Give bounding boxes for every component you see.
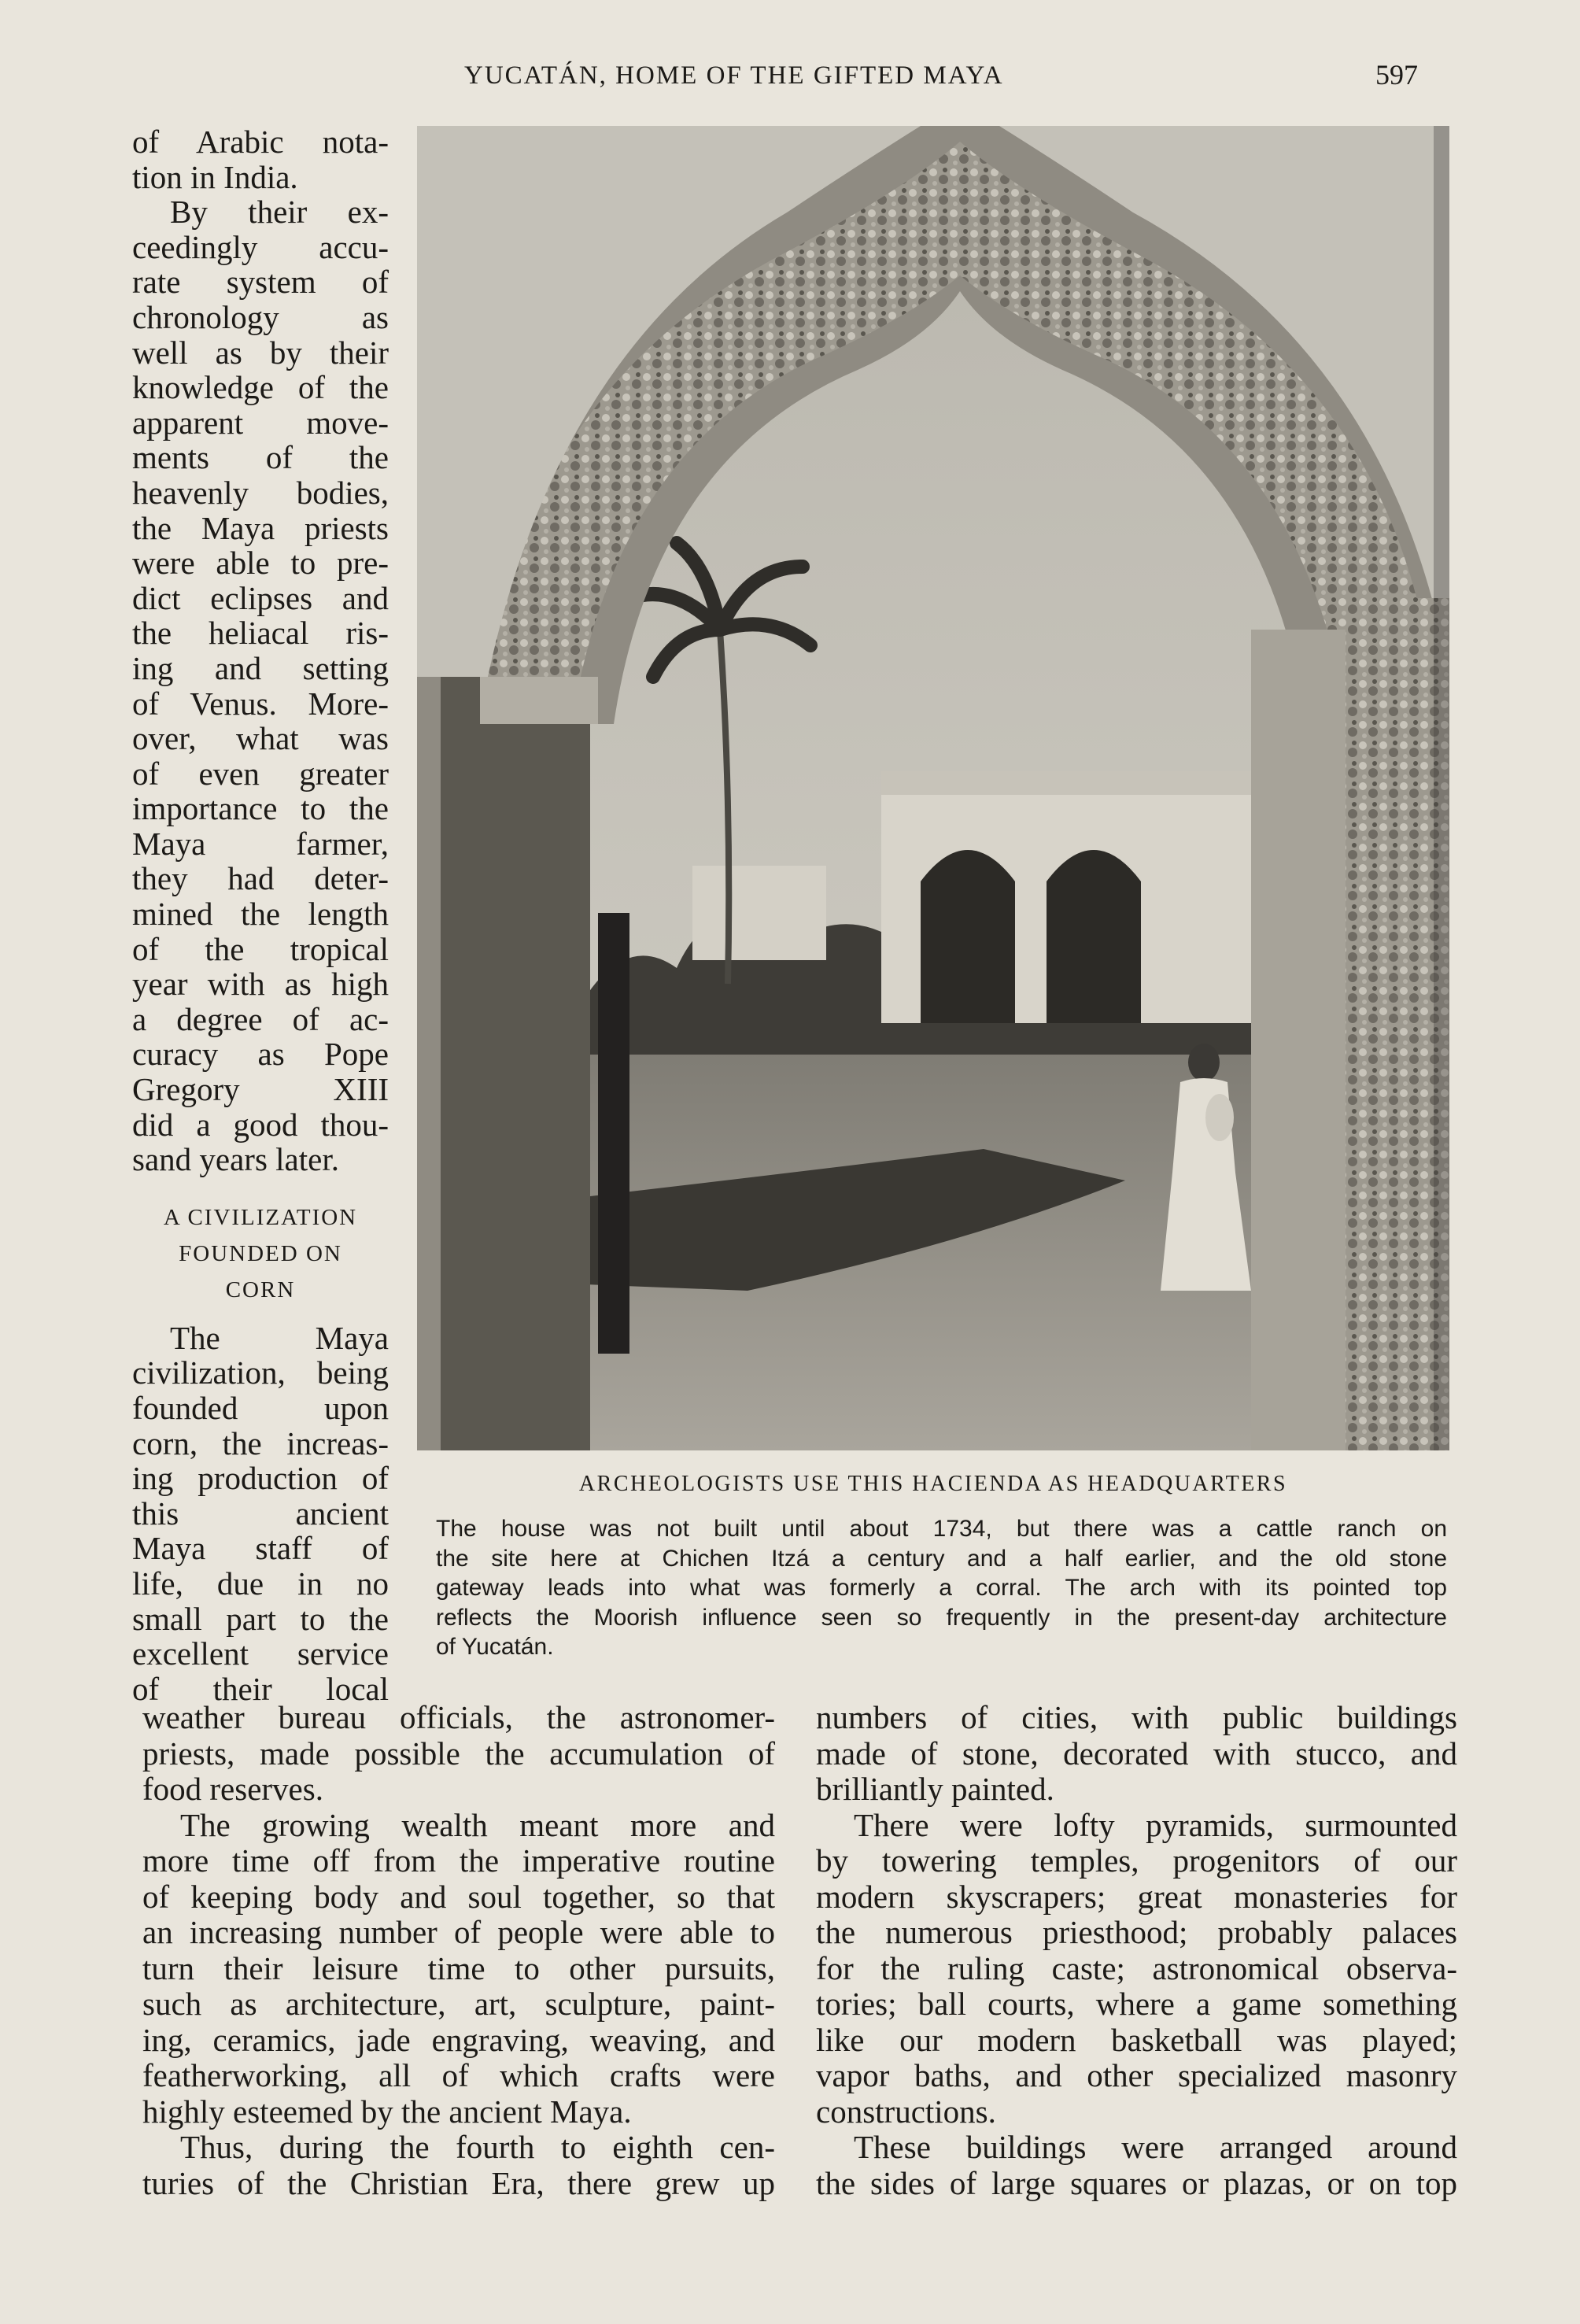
text-line: modern skyscrapers; great monasteries for: [816, 1878, 1457, 1915]
text-line: chronology as: [132, 298, 389, 335]
paragraph-growing-wealth: [142, 1808, 775, 2130]
text-line: of keeping body and soul together, so that: [142, 1878, 775, 1915]
text-line: they had deter-: [132, 860, 389, 897]
text-line: the numerous priesthood; probably palaces: [816, 1914, 1457, 1950]
text-line: heavenly bodies,: [132, 474, 389, 511]
text-line: did a good thou-: [132, 1106, 389, 1143]
text-line: The growing wealth meant more and: [180, 1806, 775, 1843]
text-line: The Maya: [170, 1319, 389, 1356]
body-column-left: [142, 1700, 775, 2201]
text-line: made of stone, decorated with stucco, and: [816, 1735, 1457, 1772]
text-line: constructions.: [816, 2093, 996, 2130]
text-line: an increasing number of people were able to: [142, 1914, 775, 1950]
hacienda-archway-photograph: [417, 126, 1449, 1450]
text-line: of their local: [132, 1670, 389, 1707]
text-line: founded upon: [132, 1390, 389, 1426]
body-column-right: [816, 1700, 1457, 2201]
subhead-line: CORN: [225, 1277, 296, 1302]
caption-line: gateway leads into what was formerly a corral. The arch with its pointed top: [436, 1575, 1447, 1601]
text-line: this ancient: [132, 1495, 389, 1531]
text-line: were able to pre-: [132, 545, 389, 582]
paragraph-maya-civilization: [132, 1321, 389, 1707]
text-line: priests, made possible the accumulation of: [142, 1735, 775, 1772]
text-line: of the tropical: [132, 930, 389, 967]
text-line: year with as high: [132, 966, 389, 1003]
text-line: for the ruling caste; astronomical observa-: [816, 1949, 1457, 1986]
text-line: sand years later.: [132, 1141, 339, 1178]
text-line: importance to the: [132, 790, 389, 827]
paragraph-pyramids: [816, 1808, 1457, 2130]
caption-line: of Yucatán.: [436, 1634, 554, 1660]
caption-body: [436, 1514, 1447, 1662]
text-line: of Arabic nota-: [132, 124, 389, 160]
text-line: Maya farmer,: [132, 825, 389, 862]
text-line: life, due in no: [132, 1565, 389, 1602]
text-line: mined the length: [132, 896, 389, 933]
paragraph-plazas: [816, 2130, 1457, 2201]
text-line: featherworking, all of which crafts were: [142, 2057, 775, 2093]
text-line: numbers of cities, with public buildings: [816, 1699, 1457, 1735]
caption-title: ARCHEOLOGISTS USE THIS HACIENDA AS HEADQUARTERS: [578, 1472, 1288, 1496]
text-line: corn, the increas-: [132, 1424, 389, 1461]
text-line: weather bureau officials, the astronomer-: [142, 1699, 775, 1735]
text-line: the heliacal ris-: [132, 615, 389, 652]
text-line: apparent move-: [132, 404, 389, 441]
text-line: ments of the: [132, 439, 389, 476]
text-line: rate system of: [132, 264, 389, 301]
text-line: knowledge of the: [132, 369, 389, 406]
text-line: Maya staff of: [132, 1530, 389, 1567]
text-line: tories; ball courts, where a game something: [816, 1986, 1457, 2022]
caption-line: The house was not built until about 1734, but there was a cattle ranch on: [436, 1516, 1447, 1542]
text-line: By their ex-: [170, 194, 389, 231]
text-line: ing production of: [132, 1460, 389, 1497]
text-line: the sides of large squares or plazas, or on top: [816, 2164, 1457, 2201]
text-line: by towering temples, progenitors of our: [816, 1842, 1457, 1879]
narrow-text-column: [132, 124, 389, 1706]
subhead-line: A CIVILIZATION: [163, 1204, 358, 1230]
text-line: dict eclipses and: [132, 579, 389, 616]
text-line: highly esteemed by the ancient Maya.: [142, 2093, 632, 2130]
text-line: brilliantly painted.: [816, 1771, 1054, 1807]
text-line: ing, ceramics, jade engraving, weaving, and: [142, 2021, 775, 2058]
text-line: civilization, being: [132, 1354, 389, 1391]
text-line: tion in India.: [132, 158, 298, 195]
text-line: over, what was: [132, 720, 389, 757]
page-number: 597: [1375, 59, 1418, 91]
section-subhead: [132, 1199, 389, 1308]
paragraph-continuation: [142, 1700, 775, 1808]
text-line: small part to the: [132, 1600, 389, 1637]
caption-line: reflects the Moorish influence seen so frequently in the present-day architecture: [436, 1604, 1447, 1631]
paragraph-chronology: [132, 194, 389, 1177]
text-line: excellent service: [132, 1635, 389, 1672]
text-line: turies of the Christian Era, there grew up: [142, 2164, 775, 2201]
text-line: These buildings were arranged around: [854, 2129, 1457, 2165]
caption-line: the site here at Chichen Itzá a century and a half earlier, and the old stone: [436, 1545, 1447, 1572]
text-line: such as architecture, art, sculpture, paint-: [142, 1986, 775, 2022]
text-line: ing and setting: [132, 649, 389, 686]
paragraph-cities: [816, 1700, 1457, 1808]
text-line: the Maya priests: [132, 509, 389, 546]
text-line: food reserves.: [142, 1771, 323, 1807]
text-line: turn their leisure time to other pursuits,: [142, 1949, 775, 1986]
text-line: like our modern basketball was played;: [816, 2021, 1457, 2058]
text-line: ceedingly accu-: [132, 228, 389, 265]
text-line: vapor baths, and other specialized masonry: [816, 2057, 1457, 2093]
text-line: of Venus. More-: [132, 685, 389, 722]
text-line: well as by their: [132, 334, 389, 371]
subhead-line: FOUNDED ON: [179, 1240, 342, 1266]
text-line: a degree of ac-: [132, 1000, 389, 1037]
text-line: Thus, during the fourth to eighth cen-: [180, 2129, 775, 2165]
running-head: YUCATÁN, HOME OF THE GIFTED MAYA: [464, 61, 1004, 90]
paragraph-fourth-to-eighth: [142, 2130, 775, 2201]
archway-image: [417, 126, 1449, 1450]
text-line: curacy as Pope: [132, 1036, 389, 1073]
text-line: Gregory XIII: [132, 1071, 389, 1108]
paragraph-arabic-notation: [132, 124, 389, 194]
text-line: of even greater: [132, 755, 389, 792]
text-line: There were lofty pyramids, surmounted: [854, 1806, 1457, 1843]
text-line: more time off from the imperative routine: [142, 1842, 775, 1879]
